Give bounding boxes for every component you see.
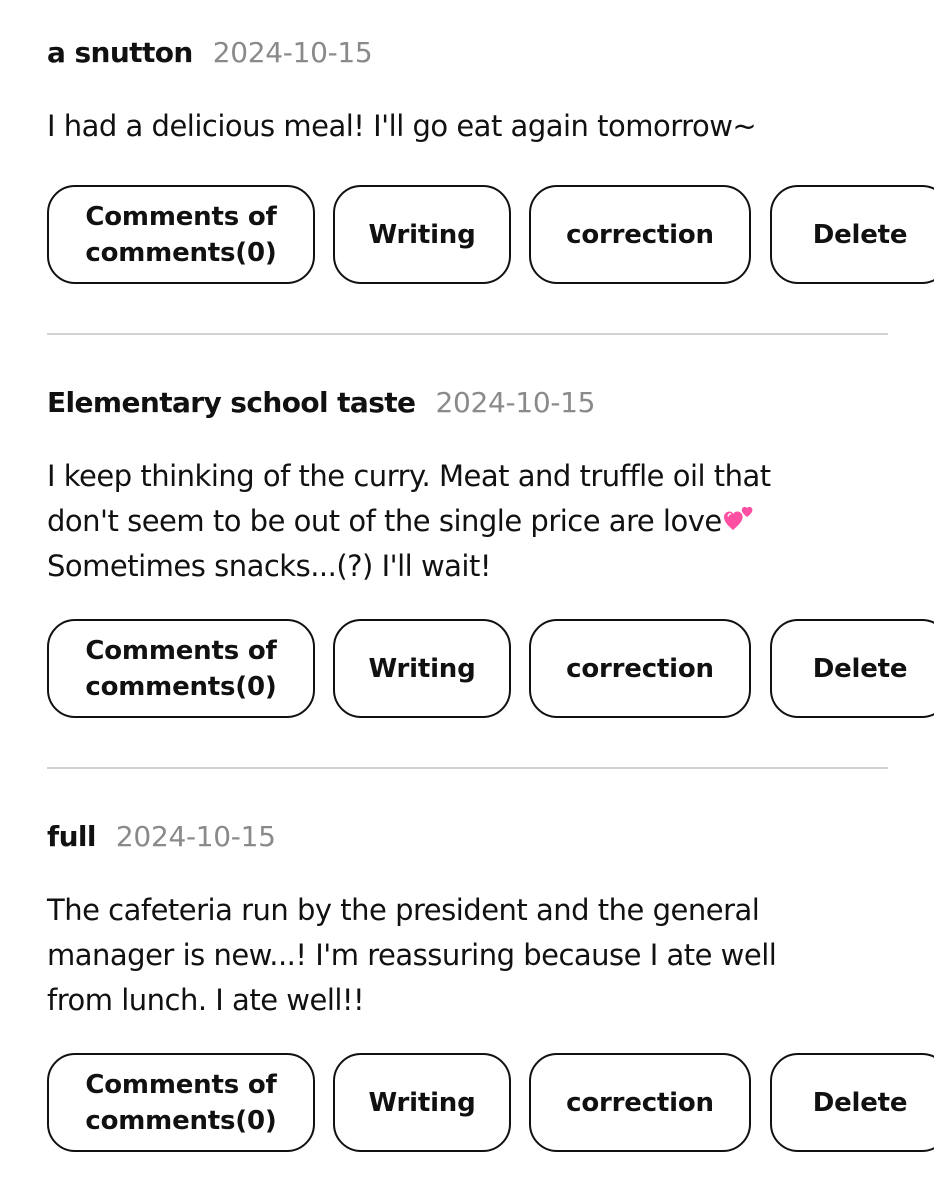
- divider: [47, 333, 888, 335]
- comment-body-line: I had a delicious meal! I'll go eat again tomorrow~: [47, 109, 757, 143]
- writing-button[interactable]: Writing: [333, 1053, 511, 1152]
- comment-body-line: from lunch. I ate well!!: [47, 983, 365, 1017]
- delete-button[interactable]: Delete: [770, 619, 934, 718]
- correction-button[interactable]: correction: [529, 185, 751, 284]
- comments-of-comments-button[interactable]: [47, 619, 315, 718]
- comments-of-comments-label-line1: Comments of: [85, 1069, 277, 1100]
- comment-body: [47, 888, 907, 1023]
- correction-button[interactable]: correction: [529, 1053, 751, 1152]
- comment-date: 2024-10-15: [435, 386, 596, 419]
- delete-button[interactable]: Delete: [770, 185, 934, 284]
- writing-button[interactable]: Writing: [333, 619, 511, 718]
- comments-of-comments-label-line1: Comments of: [85, 201, 277, 232]
- comments-of-comments-label-line2: comments(0): [85, 237, 277, 268]
- comment-body-line: The cafeteria run by the president and the general: [47, 893, 760, 927]
- comments-of-comments-label-line1: Comments of: [85, 635, 277, 666]
- comment-meta: [47, 820, 276, 853]
- comment-meta: [47, 386, 595, 419]
- comment-date: 2024-10-15: [212, 36, 373, 69]
- comments-of-comments-label-line2: comments(0): [85, 1105, 277, 1136]
- comment-author[interactable]: full: [47, 820, 96, 853]
- delete-button[interactable]: Delete: [770, 1053, 934, 1152]
- comment-body-line: I keep thinking of the curry. Meat and truffle oil that: [47, 459, 771, 493]
- correction-button[interactable]: correction: [529, 619, 751, 718]
- divider: [47, 767, 888, 769]
- comment-author[interactable]: a snutton: [47, 36, 193, 69]
- comment-body-line: manager is new...! I'm reassuring because I ate well: [47, 938, 777, 972]
- comment-author[interactable]: Elementary school taste: [47, 386, 416, 419]
- writing-button[interactable]: Writing: [333, 185, 511, 284]
- comment-body-line-with-emoji: [47, 499, 907, 544]
- comments-of-comments-button[interactable]: [47, 185, 315, 284]
- comment-meta: [47, 36, 372, 69]
- comment-date: 2024-10-15: [115, 820, 276, 853]
- comment-body: [47, 104, 907, 149]
- comment-body-line-text: don't seem to be out of the single price are love: [47, 504, 722, 538]
- comments-of-comments-button[interactable]: [47, 1053, 315, 1152]
- two-hearts-icon: [723, 503, 755, 535]
- comments-of-comments-label-line2: comments(0): [85, 671, 277, 702]
- comment-body: [47, 454, 907, 589]
- comment-body-line: Sometimes snacks...(?) I'll wait!: [47, 549, 491, 583]
